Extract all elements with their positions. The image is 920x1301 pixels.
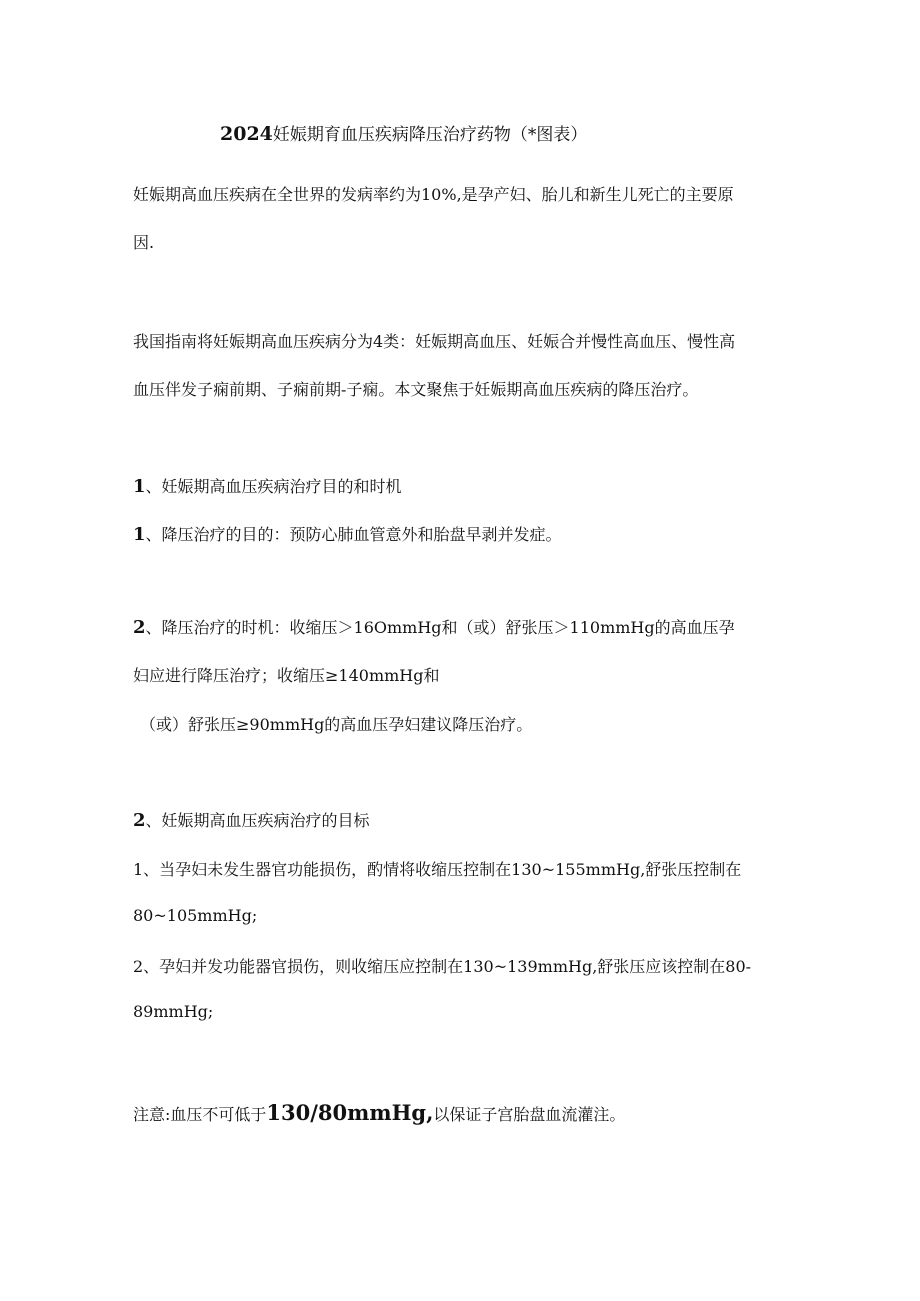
section-2-item-1-line-1: 1、当孕妇未发生器官功能损伤，酌情将收缩压控制在130~155mmHg,舒张压控制在 <box>133 860 742 879</box>
title-text: 妊娠期育血压疾病降压治疗药物（*图表） <box>272 125 588 145</box>
paragraph-1-line-2: 因. <box>133 233 155 252</box>
note-suffix: 以保证子宫胎盘血流灌注。 <box>433 1105 626 1124</box>
section-1-item-2-line-1 <box>133 615 735 638</box>
section-1-item-2-text: 、降压治疗的时机：收缩压＞16OmmHg和（或）舒张压＞110mmHg的高血压孕 <box>145 618 735 637</box>
section-1-number: 1 <box>133 476 146 497</box>
section-1-item-2-line-3: （或）舒张压≥90mmHg的高血压孕妇建议降压治疗。 <box>140 715 533 734</box>
section-1-item-2-number: 2 <box>133 617 146 638</box>
section-2-number: 2 <box>133 810 146 831</box>
section-2-item-1-line-2: 80~105mmHg; <box>133 906 258 925</box>
section-1-item-1-text: 、降压治疗的目的：预防心肺血管意外和胎盘早剥并发症。 <box>145 525 562 544</box>
title-year: 2024 <box>220 123 273 145</box>
section-1-item-1 <box>133 522 562 545</box>
page-title <box>220 120 587 145</box>
section-1-item-2-line-2: 妇应进行降压治疗；收缩压≥140mmHg和 <box>133 666 440 685</box>
paragraph-2-line-2: 血压伴发子痫前期、子痫前期-子痫。本文聚焦于妊娠期高血压疾病的降压治疗。 <box>133 380 699 399</box>
section-2-heading <box>133 808 370 831</box>
note <box>133 1100 625 1125</box>
note-value: 130/80mmHg, <box>266 1100 434 1125</box>
section-1-heading <box>133 474 402 497</box>
section-1-title: 、妊娠期高血压疾病治疗目的和时机 <box>145 477 402 496</box>
section-1-item-1-number: 1 <box>133 524 146 545</box>
paragraph-2-line-1: 我国指南将妊娠期高血压疾病分为4类：妊娠期高血压、妊娠合并慢性高血压、慢性高 <box>133 332 736 351</box>
section-2-item-2-line-1: 2、孕妇并发功能器官损伤，则收缩压应控制在130~139mmHg,舒张压应该控制在80- <box>133 957 752 976</box>
section-2-title: 、妊娠期高血压疾病治疗的目标 <box>145 811 370 830</box>
section-2-item-2-line-2: 89mmHg; <box>133 1002 214 1021</box>
note-prefix: 注意:血压不可低于 <box>133 1105 267 1124</box>
paragraph-1-line-1: 妊娠期高血压疾病在全世界的发病率约为10%,是孕产妇、胎儿和新生儿死亡的主要原 <box>133 185 734 204</box>
